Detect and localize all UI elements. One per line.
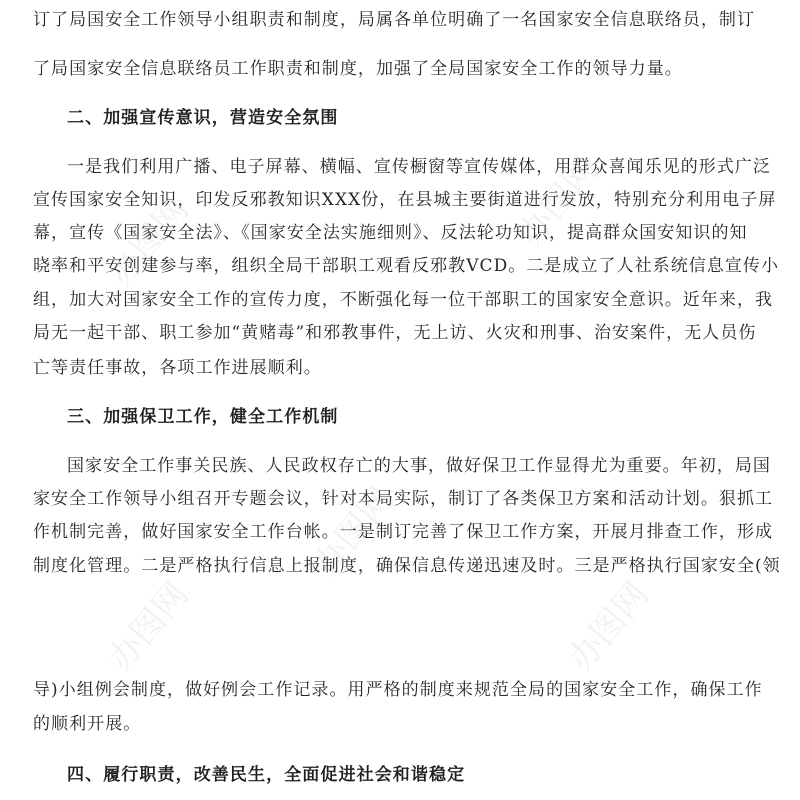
watermark-text: 办图网 [305, 479, 402, 584]
section-2-line-2: 宣传国家安全知识，印发反邪教知识XXX份，在县城主要街道进行发放，特别充分利用电子屏 [33, 190, 777, 210]
section-3-line-2: 家安全工作领导小组召开专题会议，针对本局实际，制订了各类保卫方案和活动计划。狠抓工 [33, 489, 774, 509]
section-2-line-4: 晓率和平安创建参与率，组织全局干部职工观看反邪教VCD。二是成立了人社系统信息宣传小 [33, 256, 780, 276]
intro-line-1: 订了局国安全工作领导小组职责和制度，局属各单位明确了一名国家安全信息联络员，制订 [33, 10, 755, 30]
section-3-line-4: 制度化管理。二是严格执行信息上报制度，确保信息传递迅速及时。三是严格执行国家安全(领 [33, 556, 781, 576]
section-3-line-1: 国家安全工作事关民族、人民政权存亡的大事，做好保卫工作显得尤为重要。年初，局国 [67, 456, 771, 476]
section-2-heading: 二、加强宣传意识，营造安全氛围 [67, 108, 339, 128]
section-3-continued-line-1: 导)小组例会制度，做好例会工作记录。用严格的制度来规范全局的国家安全工作，确保工作 [33, 680, 763, 700]
section-3-line-3: 作机制完善，做好国家安全工作台帐。一是制订完善了保卫工作方案，开展月排查工作，形成 [33, 522, 774, 542]
section-2-line-1: 一是我们利用广播、电子屏幕、横幅、宣传橱窗等宣传媒体，用群众喜闻乐见的形式广泛 [67, 157, 771, 177]
section-2-line-7: 亡等责任事故，各项工作进展顺利。 [33, 358, 322, 378]
watermark-text: 办图网 [510, 149, 607, 254]
section-3-heading: 三、加强保卫工作，健全工作机制 [67, 407, 339, 427]
watermark-text: 办图网 [560, 574, 657, 679]
intro-line-2: 了局国家安全信息联络员工作职责和制度，加强了全局国家安全工作的领导力量。 [33, 59, 683, 79]
watermark [554, 570, 657, 680]
section-4-heading: 四、履行职责，改善民生，全面促进社会和谐稳定 [67, 765, 466, 785]
watermark [94, 570, 197, 680]
section-3-continued-line-2: 的顺利开展。 [33, 714, 142, 734]
section-2-line-5: 组，加大对国家安全工作的宣传力度，不断强化每一位干部职工的国家安全意识。近年来，我 [33, 290, 774, 310]
section-2-line-6: 局无一起干部、职工参加“黄赌毒”和邪教事件，无上访、火灾和刑事、治安案件，无人员伤 [33, 323, 757, 343]
watermark-text: 办图网 [100, 189, 197, 294]
watermark-text: 办图网 [100, 574, 197, 679]
section-2-line-3: 幕，宣传《国家安全法》、《国家安全法实施细则》、反法轮功知识，提高群众国安知识的知 [33, 223, 748, 243]
